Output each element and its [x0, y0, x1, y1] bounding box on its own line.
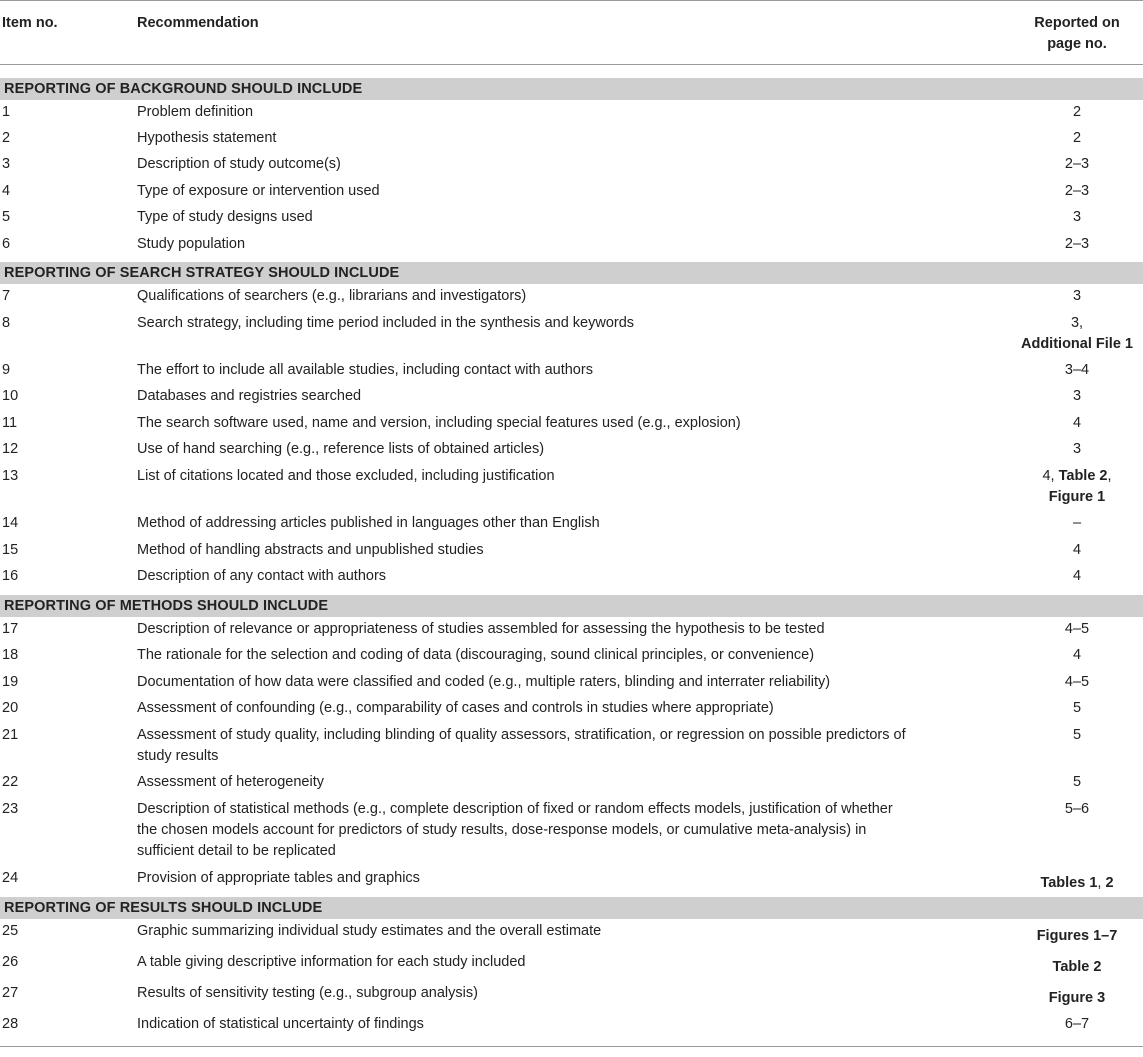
recommendation-line: List of citations located and those excluded, including justification: [137, 468, 555, 484]
recommendation-text: [137, 645, 1013, 670]
item-number: 12: [2, 441, 19, 457]
recommendation-line: Description of relevance or appropriateness of studies assembled for assessing the hypothesis to be tested: [137, 621, 825, 637]
page-reference: [1013, 619, 1141, 643]
recommendation-line: The rationale for the selection and coding of data (discouraging, sound clinical principles, or convenience): [137, 647, 815, 663]
item-number: 1: [2, 104, 11, 120]
recommendation-text: [137, 698, 1013, 723]
page-reference: [1013, 154, 1141, 179]
page-line: [1073, 772, 1081, 793]
recommendation-text: [137, 725, 1013, 770]
recommendation-line: Assessment of study quality, including blinding of quality assessors, stratification, or regression on possible predictors of: [137, 727, 906, 743]
item-number: 15: [2, 542, 19, 558]
recommendation-text: [137, 439, 1013, 464]
table-row: [0, 384, 1143, 411]
table-row: [0, 311, 1143, 358]
page-reference: [1013, 207, 1141, 232]
item-number: 17: [2, 621, 19, 637]
item-number: 22: [2, 774, 19, 790]
recommendation-text: [137, 921, 1013, 950]
page-line: [1073, 128, 1081, 149]
item-number: 20: [2, 700, 19, 716]
recommendation-text: [137, 566, 1013, 591]
page-reference: [1013, 181, 1141, 205]
page-text: 5: [1072, 727, 1082, 743]
page-line: [1049, 988, 1105, 1009]
recommendation-text: [137, 413, 1013, 437]
page-reference: [1013, 566, 1141, 591]
table-row: [0, 538, 1143, 564]
recommendation-line: Provision of appropriate tables and graphics: [137, 870, 420, 886]
recommendation-text: [137, 513, 1013, 538]
table-row: [0, 411, 1143, 437]
item-number: 3: [2, 156, 11, 172]
page-line: [1073, 102, 1081, 123]
recommendation-line: Type of exposure or intervention used: [137, 183, 380, 199]
page-text: 2: [1072, 130, 1082, 146]
recommendation-line: Description of any contact with authors: [137, 568, 387, 584]
header-reported-line2: page no.: [1047, 36, 1107, 52]
table-row: [0, 1012, 1143, 1038]
page-reference: [1013, 360, 1141, 384]
page-text: 3: [1072, 209, 1082, 225]
recommendation-line: Type of study designs used: [137, 209, 313, 225]
table-row: [0, 511, 1143, 538]
recommendation-line: Graphic summarizing individual study estimates and the overall estimate: [137, 923, 602, 939]
page-line: [1042, 466, 1111, 487]
page-link: Figure 3: [1048, 990, 1106, 1006]
page-reference: [1013, 868, 1141, 893]
item-number: 27: [2, 985, 19, 1001]
page-line: [1040, 873, 1113, 894]
item-number: 24: [2, 870, 19, 886]
recommendation-line: Method of addressing articles published in languages other than English: [137, 515, 600, 531]
bottom-rule: [0, 1046, 1143, 1047]
page-line: [1065, 619, 1089, 640]
recommendation-line: The effort to include all available studies, including contact with authors: [137, 362, 593, 378]
item-number: 8: [2, 315, 11, 331]
page-text: 3: [1072, 441, 1082, 457]
table-row: [0, 179, 1143, 205]
table-row: [0, 284, 1143, 311]
page-line: [1065, 154, 1089, 175]
recommendation-line: Use of hand searching (e.g., reference lists of obtained articles): [137, 441, 545, 457]
page-reference: [1013, 952, 1141, 981]
page-reference: [1013, 313, 1141, 358]
page-text: –: [1072, 515, 1082, 531]
section-header: REPORTING OF RESULTS SHOULD INCLUDE: [0, 896, 1143, 919]
item-number: 18: [2, 647, 19, 663]
page-line: [1073, 439, 1081, 460]
recommendation-line: Indication of statistical uncertainty of findings: [137, 1016, 424, 1032]
table-row: [0, 950, 1143, 981]
recommendation-line: Method of handling abstracts and unpublished studies: [137, 542, 484, 558]
recommendation-text: [137, 286, 1013, 311]
table-row: [0, 723, 1143, 770]
page-line: [1065, 1014, 1089, 1035]
recommendation-line: Problem definition: [137, 104, 254, 120]
recommendation-line: Databases and registries searched: [137, 388, 362, 404]
page-line: [1071, 313, 1083, 334]
item-number: 16: [2, 568, 19, 584]
page-line: [1073, 207, 1081, 228]
page-line: [1049, 487, 1105, 508]
recommendation-line: Description of statistical methods (e.g., complete description of fixed or random effects models, justification of whether: [137, 801, 893, 817]
recommendation-line: Assessment of heterogeneity: [137, 774, 324, 790]
recommendation-line: The search software used, name and version, including special features used (e.g., explosion): [137, 415, 741, 431]
page-reference: [1013, 672, 1141, 696]
item-number: 9: [2, 362, 11, 378]
page-link: Table 2: [1052, 959, 1102, 975]
page-line: [1073, 386, 1081, 407]
table-row: [0, 205, 1143, 232]
table-row: [0, 981, 1143, 1012]
recommendation-text: [137, 181, 1013, 205]
page-line: [1065, 234, 1089, 255]
page-reference: [1013, 1014, 1141, 1038]
item-number: 14: [2, 515, 19, 531]
recommendation-line: Qualifications of searchers (e.g., librarians and investigators): [137, 288, 527, 304]
page-text: 4: [1072, 542, 1082, 558]
page-reference: [1013, 540, 1141, 564]
item-number: 26: [2, 954, 19, 970]
page-reference: [1013, 286, 1141, 311]
page-line: [1073, 286, 1081, 307]
table-row: [0, 670, 1143, 696]
section-header: REPORTING OF SEARCH STRATEGY SHOULD INCLUDE: [0, 261, 1143, 284]
page-line: [1065, 799, 1089, 820]
page-text: 3: [1072, 288, 1082, 304]
page-line: [1065, 360, 1089, 381]
page-reference: [1013, 772, 1141, 797]
recommendation-text: [137, 983, 1013, 1012]
page-link: Figures 1–7: [1036, 928, 1118, 944]
item-number: 21: [2, 727, 19, 743]
page-line: [1065, 672, 1089, 693]
page-reference: [1013, 102, 1141, 126]
recommendation-text: [137, 102, 1013, 126]
page-text: 4–5: [1064, 674, 1090, 690]
page-reference: [1013, 413, 1141, 437]
recommendation-text: [137, 868, 1013, 893]
recommendation-line: A table giving descriptive information for each study included: [137, 954, 526, 970]
header-recommendation: Recommendation: [137, 15, 259, 31]
table-row: [0, 100, 1143, 126]
table-row: [0, 152, 1143, 179]
header-rule: [0, 64, 1143, 65]
page-text: 2–3: [1064, 236, 1090, 252]
page-text: 3–4: [1064, 362, 1090, 378]
table-row: [0, 696, 1143, 723]
recommendation-text: [137, 672, 1013, 696]
recommendation-line: Documentation of how data were classified and coded (e.g., multiple raters, blinding and interrater reliability): [137, 674, 831, 690]
recommendation-line: Assessment of confounding (e.g., comparability of cases and controls in studies where appropriate): [137, 700, 774, 716]
item-number: 7: [2, 288, 11, 304]
recommendation-text: [137, 1014, 1013, 1038]
recommendation-text: [137, 234, 1013, 258]
page-link: Table 2: [1058, 468, 1108, 484]
table-row: [0, 617, 1143, 643]
header-reported-line1: Reported on: [1034, 15, 1120, 31]
table-row: [0, 643, 1143, 670]
table-body: [0, 77, 1143, 1038]
page-text: ,: [1097, 875, 1106, 891]
table-row: [0, 464, 1143, 511]
page-text: 4–5: [1064, 621, 1090, 637]
header-reported: [1013, 13, 1141, 64]
page-reference: [1013, 466, 1141, 511]
item-number: 19: [2, 674, 19, 690]
page-line: [1073, 513, 1081, 534]
recommendation-text: [137, 154, 1013, 179]
page-reference: [1013, 921, 1141, 950]
recommendation-text: [137, 952, 1013, 981]
page-line: [1053, 957, 1102, 978]
page-reference: [1013, 513, 1141, 538]
recommendation-text: [137, 799, 1013, 866]
page-line: [1073, 413, 1081, 434]
recommendation-text: [137, 386, 1013, 411]
recommendation-text: [137, 313, 1013, 358]
page-text: 4,: [1042, 468, 1059, 484]
page-text: 3,: [1070, 315, 1084, 331]
item-number: 4: [2, 183, 11, 199]
table-row: [0, 437, 1143, 464]
table-row: [0, 564, 1143, 591]
page-line: [1037, 926, 1118, 947]
page-text: 2–3: [1064, 156, 1090, 172]
page-line: [1073, 698, 1081, 719]
page-text: ,: [1107, 468, 1112, 484]
recommendation-line: Study population: [137, 236, 246, 252]
table-row: [0, 358, 1143, 384]
item-number: 25: [2, 923, 19, 939]
table-row: [0, 126, 1143, 152]
page-link: 2: [1105, 875, 1114, 891]
page-text: 5–6: [1064, 801, 1090, 817]
page-text: 2–3: [1064, 183, 1090, 199]
page-line: [1073, 645, 1081, 666]
page-line: [1073, 566, 1081, 587]
recommendation-text: [137, 360, 1013, 384]
table-row: [0, 797, 1143, 866]
page-reference: [1013, 725, 1141, 770]
page-reference: [1013, 128, 1141, 152]
page-text: 4: [1072, 415, 1082, 431]
page-text: 3: [1072, 388, 1082, 404]
item-number: 23: [2, 801, 19, 817]
recommendation-line: Results of sensitivity testing (e.g., subgroup analysis): [137, 985, 478, 1001]
page-reference: [1013, 983, 1141, 1012]
page-line: [1073, 725, 1081, 746]
recommendation-line: Search strategy, including time period included in the synthesis and keywords: [137, 315, 635, 331]
table-row: [0, 919, 1143, 950]
section-header: REPORTING OF BACKGROUND SHOULD INCLUDE: [0, 77, 1143, 100]
recommendation-line: Description of study outcome(s): [137, 156, 341, 172]
table-row: [0, 232, 1143, 258]
section-header: REPORTING OF METHODS SHOULD INCLUDE: [0, 594, 1143, 617]
header-item-no: Item no.: [2, 15, 58, 31]
recommendation-text: [137, 619, 1013, 643]
page-link: Tables 1: [1040, 875, 1098, 891]
item-number: 13: [2, 468, 19, 484]
page-text: 5: [1072, 700, 1082, 716]
recommendation-text: [137, 772, 1013, 797]
table-header: [0, 1, 1143, 64]
item-number: 28: [2, 1016, 19, 1032]
item-number: 5: [2, 209, 11, 225]
recommendation-line: sufficient detail to be replicated: [137, 843, 336, 859]
page-link: Additional File 1: [1021, 336, 1133, 352]
page-text: 5: [1072, 774, 1082, 790]
item-number: 2: [2, 130, 11, 146]
recommendation-line: the chosen models account for predictors of study results, dose-response models, or cumulative meta-analysis) in: [137, 822, 867, 838]
recommendation-text: [137, 540, 1013, 564]
item-number: 11: [2, 415, 18, 431]
item-number: 6: [2, 236, 11, 252]
recommendation-text: [137, 207, 1013, 232]
page-text: 2: [1072, 104, 1082, 120]
table-row: [0, 770, 1143, 797]
page-reference: [1013, 386, 1141, 411]
page-reference: [1013, 799, 1141, 866]
table-row: [0, 866, 1143, 893]
page-reference: [1013, 439, 1141, 464]
recommendation-text: [137, 128, 1013, 152]
page-line: [1065, 181, 1089, 202]
recommendation-line: Hypothesis statement: [137, 130, 277, 146]
page-text: 4: [1072, 568, 1082, 584]
page-reference: [1013, 645, 1141, 670]
page-line: [1073, 540, 1081, 561]
page-line: [1021, 334, 1133, 355]
page-reference: [1013, 234, 1141, 258]
page-link: Figure 1: [1048, 489, 1106, 505]
recommendation-line: study results: [137, 748, 219, 764]
page-text: 6–7: [1064, 1016, 1090, 1032]
page-text: 4: [1072, 647, 1082, 663]
recommendation-text: [137, 466, 1013, 511]
item-number: 10: [2, 388, 19, 404]
page-reference: [1013, 698, 1141, 723]
